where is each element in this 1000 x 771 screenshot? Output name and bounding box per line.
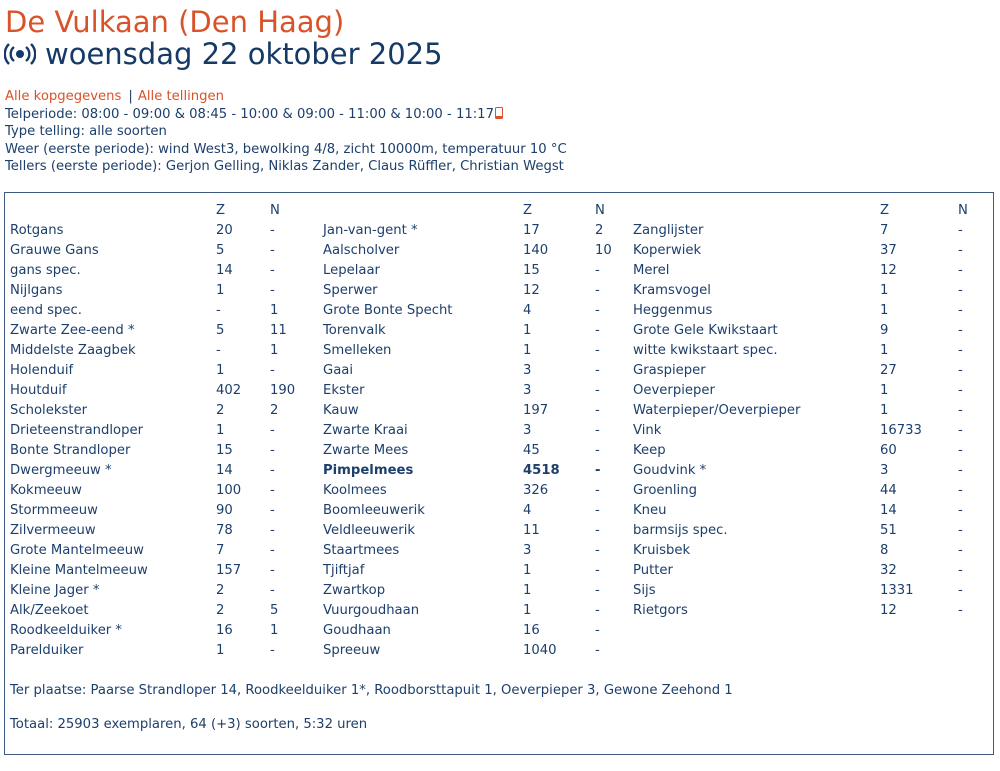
count-results-box bbox=[4, 192, 994, 755]
count-north: - bbox=[595, 643, 600, 658]
count-south: 1 bbox=[523, 323, 532, 338]
count-north: - bbox=[958, 383, 963, 398]
species-name: Vuurgoudhaan bbox=[323, 603, 420, 618]
species-name: Parelduiker bbox=[10, 643, 84, 658]
count-north: - bbox=[270, 483, 275, 498]
species-name: Stormmeeuw bbox=[10, 503, 98, 518]
count-north: - bbox=[270, 563, 275, 578]
link-separator: | bbox=[128, 89, 133, 104]
count-north: - bbox=[270, 543, 275, 558]
count-north: - bbox=[595, 623, 600, 638]
count-south: 20 bbox=[216, 223, 233, 238]
count-south: 1 bbox=[216, 643, 225, 658]
species-name: Roodkeelduiker * bbox=[10, 623, 123, 638]
count-south: 17 bbox=[523, 223, 540, 238]
count-north: - bbox=[958, 303, 963, 318]
count-south: 3 bbox=[523, 363, 532, 378]
header-n: N bbox=[270, 203, 280, 218]
count-north: - bbox=[270, 523, 275, 538]
count-south: 32 bbox=[880, 563, 897, 578]
species-name: Pimpelmees bbox=[323, 463, 414, 478]
count-north: - bbox=[270, 283, 275, 298]
species-name: Waterpieper/Oeverpieper bbox=[633, 403, 801, 418]
count-north: 1 bbox=[270, 303, 279, 318]
species-name: Kokmeeuw bbox=[10, 483, 82, 498]
count-south: 1 bbox=[523, 583, 532, 598]
count-south: 12 bbox=[880, 603, 897, 618]
species-name: Zwartkop bbox=[323, 583, 386, 598]
species-name: witte kwikstaart spec. bbox=[633, 343, 778, 358]
count-north: 1 bbox=[270, 343, 279, 358]
count-north: - bbox=[270, 463, 275, 478]
count-north: - bbox=[958, 463, 963, 478]
count-south: 1 bbox=[880, 403, 889, 418]
count-south: 16733 bbox=[880, 423, 922, 438]
count-north: - bbox=[595, 503, 600, 518]
count-south: 9 bbox=[880, 323, 889, 338]
species-name: Alk/Zeekoet bbox=[10, 603, 89, 618]
count-north: 190 bbox=[270, 383, 296, 398]
species-name: Putter bbox=[633, 563, 673, 578]
species-name: Zilvermeeuw bbox=[10, 523, 96, 538]
species-name: Holenduif bbox=[10, 363, 74, 378]
count-south: 16 bbox=[523, 623, 540, 638]
count-type: Type telling: alle soorten bbox=[5, 124, 167, 139]
species-name: Bonte Strandloper bbox=[10, 443, 131, 458]
species-name: Lepelaar bbox=[323, 263, 380, 278]
species-name: Koperwiek bbox=[633, 243, 702, 258]
count-south: 157 bbox=[216, 563, 242, 578]
species-name: Sijs bbox=[633, 583, 656, 598]
count-north: - bbox=[595, 263, 600, 278]
count-south: 15 bbox=[216, 443, 233, 458]
nav-links bbox=[5, 88, 567, 106]
count-south: 1040 bbox=[523, 643, 557, 658]
count-north: - bbox=[595, 343, 600, 358]
species-name: Zwarte Kraai bbox=[323, 423, 408, 438]
count-south: 1 bbox=[523, 603, 532, 618]
count-north: - bbox=[958, 263, 963, 278]
species-name: Graspieper bbox=[633, 363, 706, 378]
count-south: 3 bbox=[523, 543, 532, 558]
species-name: Drieteenstrandloper bbox=[10, 423, 144, 438]
count-south: 4518 bbox=[523, 463, 560, 478]
count-north: - bbox=[958, 243, 963, 258]
species-name: eend spec. bbox=[10, 303, 82, 318]
site-title: De Vulkaan (Den Haag) bbox=[5, 5, 345, 39]
count-north: 5 bbox=[270, 603, 279, 618]
count-north: - bbox=[958, 363, 963, 378]
count-south: 2 bbox=[216, 583, 225, 598]
species-name: Merel bbox=[633, 263, 670, 278]
count-south: 140 bbox=[523, 243, 549, 258]
count-south: 2 bbox=[216, 603, 225, 618]
count-south: 37 bbox=[880, 243, 897, 258]
count-south: 90 bbox=[216, 503, 233, 518]
count-south: 1 bbox=[216, 423, 225, 438]
header-z: Z bbox=[523, 203, 533, 218]
species-name: Middelste Zaagbek bbox=[10, 343, 136, 358]
count-north: - bbox=[958, 423, 963, 438]
species-name: Sperwer bbox=[323, 283, 378, 298]
count-north: - bbox=[958, 563, 963, 578]
count-date bbox=[4, 36, 443, 72]
count-north: 11 bbox=[270, 323, 287, 338]
species-name: Keep bbox=[633, 443, 666, 458]
count-north: - bbox=[595, 383, 600, 398]
count-north: - bbox=[595, 523, 600, 538]
count-north: - bbox=[270, 263, 275, 278]
header-n: N bbox=[595, 203, 605, 218]
count-south: 1331 bbox=[880, 583, 914, 598]
count-south: - bbox=[216, 343, 221, 358]
count-north: 2 bbox=[595, 223, 604, 238]
count-south: 197 bbox=[523, 403, 549, 418]
count-north: - bbox=[595, 303, 600, 318]
header-z: Z bbox=[216, 203, 226, 218]
count-north: - bbox=[270, 443, 275, 458]
count-north: - bbox=[595, 443, 600, 458]
count-north: - bbox=[958, 323, 963, 338]
species-name: Aalscholver bbox=[323, 243, 400, 258]
species-name: Kauw bbox=[323, 403, 359, 418]
count-south: 4 bbox=[523, 503, 532, 518]
count-south: 14 bbox=[880, 503, 897, 518]
count-south: 1 bbox=[216, 283, 225, 298]
count-south: 1 bbox=[880, 303, 889, 318]
count-north: 2 bbox=[270, 403, 279, 418]
count-south: 2 bbox=[216, 403, 225, 418]
count-meta bbox=[5, 88, 567, 176]
count-south: 4 bbox=[523, 303, 532, 318]
on-site-note: Ter plaatse: Paarse Strandloper 14, Roodkeelduiker 1*, Roodborsttapuit 1, Oeverpieper 3, Gewone Zeehond 1 bbox=[10, 683, 733, 698]
species-name: Vink bbox=[633, 423, 662, 438]
species-name: barmsijs spec. bbox=[633, 523, 728, 538]
count-north: - bbox=[270, 643, 275, 658]
count-south: 100 bbox=[216, 483, 242, 498]
count-south: 14 bbox=[216, 263, 233, 278]
count-north: - bbox=[595, 323, 600, 338]
species-name: Torenvalk bbox=[323, 323, 386, 338]
species-name: Scholekster bbox=[10, 403, 88, 418]
count-north: - bbox=[595, 483, 600, 498]
count-north: - bbox=[958, 503, 963, 518]
species-name: Zwarte Mees bbox=[323, 443, 409, 458]
species-name: Heggenmus bbox=[633, 303, 713, 318]
count-south: 60 bbox=[880, 443, 897, 458]
species-name: Jan-van-gent * bbox=[323, 223, 418, 238]
species-name: Kleine Jager * bbox=[10, 583, 100, 598]
species-name: Boomleeuwerik bbox=[323, 503, 425, 518]
species-name: Goudhaan bbox=[323, 623, 391, 638]
species-name: Grauwe Gans bbox=[10, 243, 99, 258]
species-name: Smelleken bbox=[323, 343, 392, 358]
count-north: - bbox=[958, 523, 963, 538]
count-north: - bbox=[595, 403, 600, 418]
all-counts-link[interactable]: Alle tellingen bbox=[137, 89, 224, 104]
species-name: Tjiftjaf bbox=[323, 563, 365, 578]
count-north: - bbox=[958, 543, 963, 558]
count-south: 1 bbox=[880, 383, 889, 398]
count-south: 3 bbox=[880, 463, 889, 478]
count-north: - bbox=[958, 583, 963, 598]
species-name: Koolmees bbox=[323, 483, 387, 498]
count-north: - bbox=[595, 463, 601, 478]
count-north: - bbox=[270, 583, 275, 598]
species-name: Kleine Mantelmeeuw bbox=[10, 563, 148, 578]
count-south: 1 bbox=[880, 343, 889, 358]
count-south: 44 bbox=[880, 483, 897, 498]
broadcast-icon bbox=[4, 43, 36, 65]
species-name: Spreeuw bbox=[323, 643, 381, 658]
count-north: - bbox=[595, 583, 600, 598]
count-south: 1 bbox=[216, 363, 225, 378]
species-name: Dwergmeeuw * bbox=[10, 463, 112, 478]
species-name: Rotgans bbox=[10, 223, 64, 238]
species-name: gans spec. bbox=[10, 263, 81, 278]
count-north: - bbox=[270, 423, 275, 438]
count-north: - bbox=[958, 443, 963, 458]
date-text: woensdag 22 oktober 2025 bbox=[45, 37, 443, 71]
count-south: 5 bbox=[216, 323, 225, 338]
count-north: - bbox=[595, 543, 600, 558]
species-name: Rietgors bbox=[633, 603, 688, 618]
count-south: 7 bbox=[880, 223, 889, 238]
species-name: Groenling bbox=[633, 483, 697, 498]
count-south: 27 bbox=[880, 363, 897, 378]
count-north: - bbox=[270, 503, 275, 518]
count-north: - bbox=[595, 283, 600, 298]
species-name: Oeverpieper bbox=[633, 383, 715, 398]
count-south: 15 bbox=[523, 263, 540, 278]
species-name: Grote Gele Kwikstaart bbox=[633, 323, 778, 338]
species-name: Staartmees bbox=[323, 543, 400, 558]
count-north: - bbox=[958, 343, 963, 358]
species-name: Goudvink * bbox=[633, 463, 707, 478]
count-south: 45 bbox=[523, 443, 540, 458]
species-name: Grote Bonte Specht bbox=[323, 303, 453, 318]
species-name: Ekster bbox=[323, 383, 365, 398]
count-south: 8 bbox=[880, 543, 889, 558]
count-north: - bbox=[595, 363, 600, 378]
count-south: 16 bbox=[216, 623, 233, 638]
count-south: 5 bbox=[216, 243, 225, 258]
count-period bbox=[5, 106, 567, 124]
species-name: Kneu bbox=[633, 503, 667, 518]
count-north: - bbox=[958, 223, 963, 238]
count-south: 3 bbox=[523, 383, 532, 398]
count-south: 1 bbox=[523, 343, 532, 358]
species-name: Grote Mantelmeeuw bbox=[10, 543, 144, 558]
count-north: - bbox=[595, 563, 600, 578]
species-name: Zanglijster bbox=[633, 223, 704, 238]
count-south: 402 bbox=[216, 383, 242, 398]
count-north: - bbox=[958, 603, 963, 618]
header-z: Z bbox=[880, 203, 890, 218]
count-north: - bbox=[595, 603, 600, 618]
count-north: - bbox=[270, 243, 275, 258]
period-text: Telperiode: 08:00 - 09:00 & 08:45 - 10:00 & 09:00 - 11:00 & 10:00 - 11:17 bbox=[5, 106, 494, 122]
count-south: 1 bbox=[880, 283, 889, 298]
count-south: 12 bbox=[880, 263, 897, 278]
count-north: - bbox=[270, 223, 275, 238]
count-south: 78 bbox=[216, 523, 233, 538]
weather: Weer (eerste periode): wind West3, bewolking 4/8, zicht 10000m, temperatuur 10 °C bbox=[5, 141, 567, 157]
total-summary: Totaal: 25903 exemplaren, 64 (+3) soorten, 5:32 uren bbox=[10, 717, 368, 732]
count-north: - bbox=[958, 403, 963, 418]
count-south: 14 bbox=[216, 463, 233, 478]
species-name: Nijlgans bbox=[10, 283, 63, 298]
count-north: - bbox=[958, 283, 963, 298]
count-north: 10 bbox=[595, 243, 612, 258]
all-header-data-link[interactable]: Alle kopgegevens bbox=[5, 89, 122, 104]
count-south: 12 bbox=[523, 283, 540, 298]
count-south: 7 bbox=[216, 543, 225, 558]
header-n: N bbox=[958, 203, 968, 218]
count-south: 1 bbox=[523, 563, 532, 578]
count-north: 1 bbox=[270, 623, 279, 638]
species-name: Houtduif bbox=[10, 383, 67, 398]
count-south: - bbox=[216, 303, 221, 318]
count-south: 326 bbox=[523, 483, 549, 498]
count-north: - bbox=[958, 483, 963, 498]
species-name: Zwarte Zee-eend * bbox=[10, 323, 135, 338]
mobile-phone-icon bbox=[495, 107, 503, 119]
species-name: Gaai bbox=[323, 363, 354, 378]
species-name: Veldleeuwerik bbox=[323, 523, 416, 538]
species-name: Kruisbek bbox=[633, 543, 691, 558]
count-south: 51 bbox=[880, 523, 897, 538]
counters: Tellers (eerste periode): Gerjon Gelling, Niklas Zander, Claus Rüffler, Christian Wegst bbox=[5, 159, 564, 174]
count-south: 11 bbox=[523, 523, 540, 538]
species-name: Kramsvogel bbox=[633, 283, 711, 298]
count-south: 3 bbox=[523, 423, 532, 438]
count-north: - bbox=[270, 363, 275, 378]
count-north: - bbox=[595, 423, 600, 438]
